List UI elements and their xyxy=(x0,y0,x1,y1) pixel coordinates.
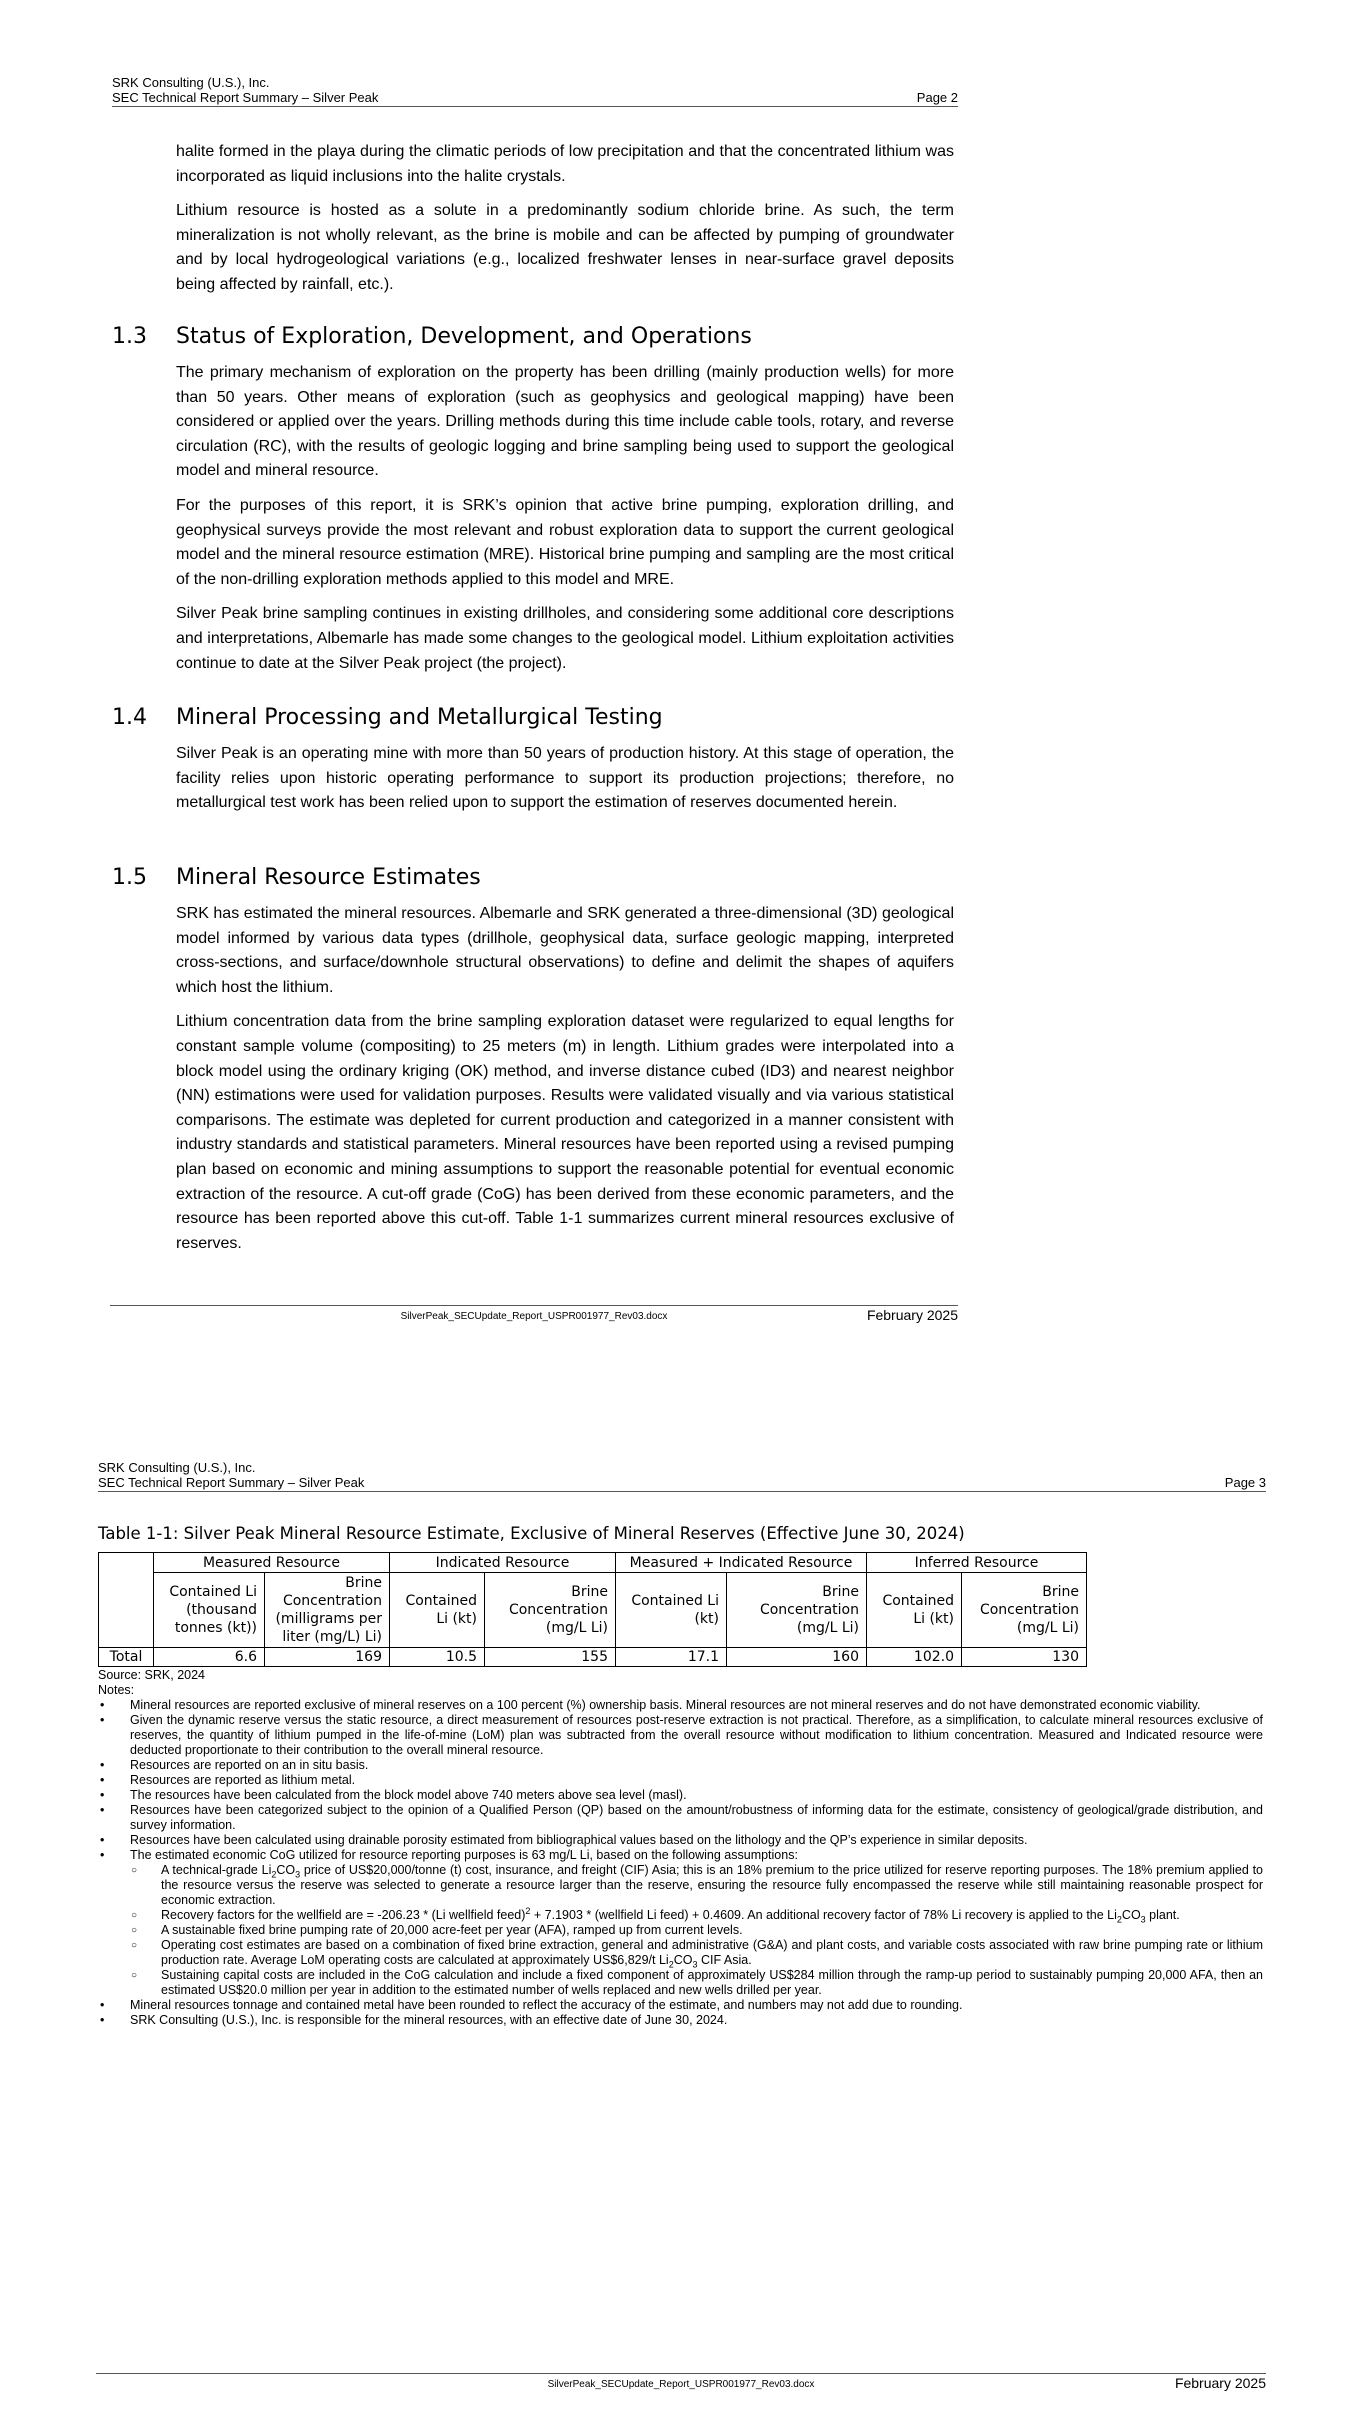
table-cell: 169 xyxy=(265,1648,390,1667)
list-item: • Resources are reported on an in situ basis. xyxy=(100,1758,369,1772)
footer-rule xyxy=(110,1305,958,1306)
bullet-icon: • xyxy=(100,1998,105,2012)
footer-date: February 2025 xyxy=(1174,2375,1266,2391)
list-item: • The resources have been calculated from the block model above 740 meters above sea level (masl). xyxy=(100,1788,687,1802)
list-item: • Given the dynamic reserve versus the static resource, a direct measurement of resources post-reserve extraction is not practical. Therefore, as a simplification, to calculate mineral resources exclusive of reserves, the quantity of lithium pumped in the life-of-mine (LoM) plan was subtracted from the overall resource without modification to lithium concentration. Measured and Indicated resource were deducted proportionate to their contribution to the overall mineral resource. xyxy=(100,1713,1263,1757)
bullet-icon: • xyxy=(100,1698,105,1712)
circle-bullet-icon: ○ xyxy=(131,1970,138,1981)
paragraph: Lithium resource is hosted as a solute in a predominantly sodium chloride brine. As such, the term mineralization is not wholly relevant, as the brine is mobile and can be affected by pumping of groundwater and by local hydrogeological variations (e.g., localized freshwater lenses in near-surface gravel deposits being affected by rainfall, etc.). xyxy=(176,202,954,293)
circle-bullet-icon: ○ xyxy=(131,1910,138,1921)
group-header: Indicated Resource xyxy=(390,1553,616,1573)
column-header: Brine Concentration (milligrams per liter (mg/L) Li) xyxy=(265,1573,390,1648)
mineral-resource-table xyxy=(98,1552,1087,1667)
page-number: Page 3 xyxy=(1224,1475,1266,1490)
paragraph: halite formed in the playa during the climatic periods of low precipitation and that the concentrated lithium was incorporated as liquid inclusions into the halite crystals. xyxy=(176,143,954,185)
paragraph: SRK has estimated the mineral resources. Albemarle and SRK generated a three-dimensional (3D) geological model informed by various data types (drillhole, geophysical data, surface geologic mapping, interpreted cross-sections, and surface/downhole structural observations) to define and delimit the shapes of aquifers which host the lithium. xyxy=(176,905,954,996)
table-row xyxy=(99,1648,1087,1667)
intro-text xyxy=(176,140,954,308)
section-number: 1.3 xyxy=(112,324,147,349)
notes-label: Notes: xyxy=(98,1683,135,1697)
paragraph: Lithium concentration data from the brine sampling exploration dataset were regularized to equal lengths for constant sample volume (compositing) to 25 meters (m) in length. Lithium grades were interpolated into a block model using the ordinary kriging (OK) method, and inverse distance cubed (ID3) and nearest neighbor (NN) estimations were used for validation purposes. Results were validated visually and via various statistical comparisons. The estimate was depleted for current production and categorized in a manner consistent with industry standards and statistical parameters. Mineral resources have been reported using a revised pumping plan based on economic and mining assumptions to support the reasonable potential for eventual economic extraction of the resource. A cut-off grade (CoG) has been derived from these economic parameters, and the resource has been reported above this cut-off. Table 1-1 summarizes current mineral resources exclusive of reserves. xyxy=(176,1013,954,1252)
table-cell: 102.0 xyxy=(867,1648,962,1667)
circle-bullet-icon: ○ xyxy=(131,1865,138,1876)
circle-bullet-icon: ○ xyxy=(131,1925,138,1936)
column-header: Contained Li (kt) xyxy=(390,1573,485,1648)
bullet-icon: • xyxy=(100,2013,105,2027)
column-header: Brine Concentration (mg/L Li) xyxy=(727,1573,867,1648)
table-source: Source: SRK, 2024 xyxy=(98,1668,206,1682)
header-report-title: SEC Technical Report Summary – Silver Peak xyxy=(98,1475,365,1490)
page-header xyxy=(98,1460,1266,1490)
bullet-icon: • xyxy=(100,1713,105,1727)
bullet-icon: • xyxy=(100,1773,105,1787)
bullet-icon: • xyxy=(100,1848,105,1862)
sub-list-item: ○ A technical-grade $Li_2CO_3$ price of US$20,000/tonne (t) cost, insurance, and freight (CIF) Asia; this is an 18% premium to the price utilized for reserve reporting purposes. The 18% premium applied to the resource versus the reserve was selected to generate a resource larger than the reserve, ensuring the resource fully encompassed the reserve while still maintaining reasonable prospect for economic extraction. xyxy=(131,1863,1264,1907)
page-footer xyxy=(110,1305,958,1329)
page-number: Page 2 xyxy=(916,90,958,105)
list-item: • Mineral resources are reported exclusive of mineral reserves on a 100 percent (%) ownership basis. Mineral resources are not mineral reserves and do not have demonstrated economic viability. xyxy=(100,1698,1201,1712)
table-cell: 160 xyxy=(727,1648,867,1667)
paragraph: For the purposes of this report, it is SRK’s opinion that active brine pumping, exploration drilling, and geophysical surveys provide the most relevant and robust exploration data to support the current geological model and the mineral resource estimation (MRE). Historical brine pumping and sampling are the most critical of the non-drilling exploration methods applied to this model and MRE. xyxy=(176,496,954,588)
list-item: • Mineral resources tonnage and contained metal have been rounded to reflect the accuracy of the estimate, and numbers may not add due to rounding. xyxy=(100,1998,963,2012)
blank-header-cell xyxy=(99,1553,154,1648)
paragraph: Silver Peak brine sampling continues in existing drillholes, and considering some additional core descriptions and interpretations, Albemarle has made some changes to the geological model. Lithium exploitation activities continue to date at the Silver Peak project (the project). xyxy=(176,605,954,672)
group-header: Inferred Resource xyxy=(867,1553,1087,1573)
row-label: Total xyxy=(99,1648,154,1667)
footer-filename: SilverPeak_SECUpdate_Report_USPR001977_Rev03.docx xyxy=(547,2379,815,2390)
paragraph: Silver Peak is an operating mine with more than 50 years of production history. At this stage of operation, the facility relies upon historic operating performance to support its production projections; therefore, no metallurgical test work has been relied upon to support the estimation of reserves documented herein. xyxy=(176,745,954,812)
sub-list-item: ○ Recovery factors for the wellfield are = -206.23 * (Li wellfield feed)$^2$ + 7.1903 * (wellfield Li feed) + 0.4609. An additional recovery factor of 78% Li recovery is applied to the $Li_2CO_3$ plant. xyxy=(131,1905,1180,1925)
notes-list xyxy=(98,1698,1263,1863)
column-header: Contained Li (kt) xyxy=(867,1573,962,1648)
section-number: 1.5 xyxy=(112,865,147,890)
paragraph: The primary mechanism of exploration on the property has been drilling (mainly production wells) for more than 50 years. Other means of exploration (such as geophysics and geological mapping) have been considered or applied over the years. Drilling methods during this time include cable tools, rotary, and reverse circulation (RC), with the results of geologic logging and brine sampling being used to support the geological model and mineral resource. xyxy=(176,364,954,480)
circle-bullet-icon: ○ xyxy=(131,1940,138,1951)
column-header: Contained Li (thousand tonnes (kt)) xyxy=(154,1573,265,1648)
column-header: Brine Concentration (mg/L Li) xyxy=(962,1573,1087,1648)
table-cell: 155 xyxy=(485,1648,616,1667)
column-header: Contained Li (kt) xyxy=(616,1573,727,1648)
page-header xyxy=(112,75,958,105)
bullet-icon: • xyxy=(100,1788,105,1802)
bullet-icon: • xyxy=(100,1803,105,1817)
sub-list-item: ○ A sustainable fixed brine pumping rate of 20,000 acre-feet per year (AFA), ramped up from current levels. xyxy=(131,1923,743,1937)
table-cell: 17.1 xyxy=(616,1648,727,1667)
bullet-icon: • xyxy=(100,1833,105,1847)
sub-list-item: ○ Sustaining capital costs are included in the CoG calculation and include a fixed component of approximately US$284 million through the ramp-up period to sustainably pumping 20,000 AFA, then an estimated US$20.0 million per year in addition to the estimated number of wells replaced and new wells drilled per year. xyxy=(131,1968,1263,1997)
footer-rule xyxy=(96,2373,1266,2374)
header-report-title: SEC Technical Report Summary – Silver Peak xyxy=(112,90,379,105)
table-column-header-row xyxy=(99,1573,1087,1648)
table-cell: 130 xyxy=(962,1648,1087,1667)
table-notes xyxy=(98,1668,1263,2028)
section-number: 1.4 xyxy=(112,705,147,730)
section-body-1-4 xyxy=(176,742,954,826)
section-body-1-3 xyxy=(176,361,954,686)
bullet-icon: • xyxy=(100,1758,105,1772)
section-body-1-5 xyxy=(176,902,954,1266)
section-title: Mineral Resource Estimates xyxy=(176,865,481,890)
header-rule xyxy=(98,1491,1266,1492)
section-title: Status of Exploration, Development, and Operations xyxy=(176,324,752,349)
final-notes-list xyxy=(98,1998,1263,2028)
list-item: • Resources have been calculated using drainable porosity estimated from bibliographical values based on the lithology and the QP’s experience in similar deposits. xyxy=(100,1833,1028,1847)
sub-list-item: ○ Operating cost estimates are based on a combination of fixed brine extraction, general and administrative (G&A) and plant costs, and variable costs associated with raw brine pumping rate or lithium production rate. Average LoM operating costs are calculated at approximately US$6,829/t $Li_2CO_3$ CIF Asia. xyxy=(131,1938,1263,1970)
header-rule xyxy=(112,106,958,107)
list-item: • The estimated economic CoG utilized for resource reporting purposes is 63 mg/L Li, based on the following assumptions: xyxy=(100,1848,798,1862)
section-title: Mineral Processing and Metallurgical Testing xyxy=(176,705,663,730)
assumptions-sublist xyxy=(98,1863,1263,1998)
column-header: Brine Concentration (mg/L Li) xyxy=(485,1573,616,1648)
group-header: Measured Resource xyxy=(154,1553,390,1573)
list-item: • Resources have been categorized subject to the opinion of a Qualified Person (QP) based on the amount/robustness of informing data for the estimate, consistency of geological/grade distribution, and survey information. xyxy=(100,1803,1263,1832)
table-cell: 10.5 xyxy=(390,1648,485,1667)
table-cell: 6.6 xyxy=(154,1648,265,1667)
header-company: SRK Consulting (U.S.), Inc. xyxy=(98,1460,256,1475)
header-company: SRK Consulting (U.S.), Inc. xyxy=(112,75,270,90)
list-item: • SRK Consulting (U.S.), Inc. is responsible for the mineral resources, with an effective date of June 30, 2024. xyxy=(100,2013,728,2027)
group-header: Measured + Indicated Resource xyxy=(616,1553,867,1573)
table-caption: Table 1-1: Silver Peak Mineral Resource Estimate, Exclusive of Mineral Reserves (Effective June 30, 2024) xyxy=(98,1524,965,1543)
page-footer xyxy=(96,2373,1266,2397)
footer-filename: SilverPeak_SECUpdate_Report_USPR001977_Rev03.docx xyxy=(400,1311,668,1322)
footer-date: February 2025 xyxy=(866,1307,958,1323)
table-group-header-row xyxy=(99,1553,1087,1573)
list-item: • Resources are reported as lithium metal. xyxy=(100,1773,356,1787)
